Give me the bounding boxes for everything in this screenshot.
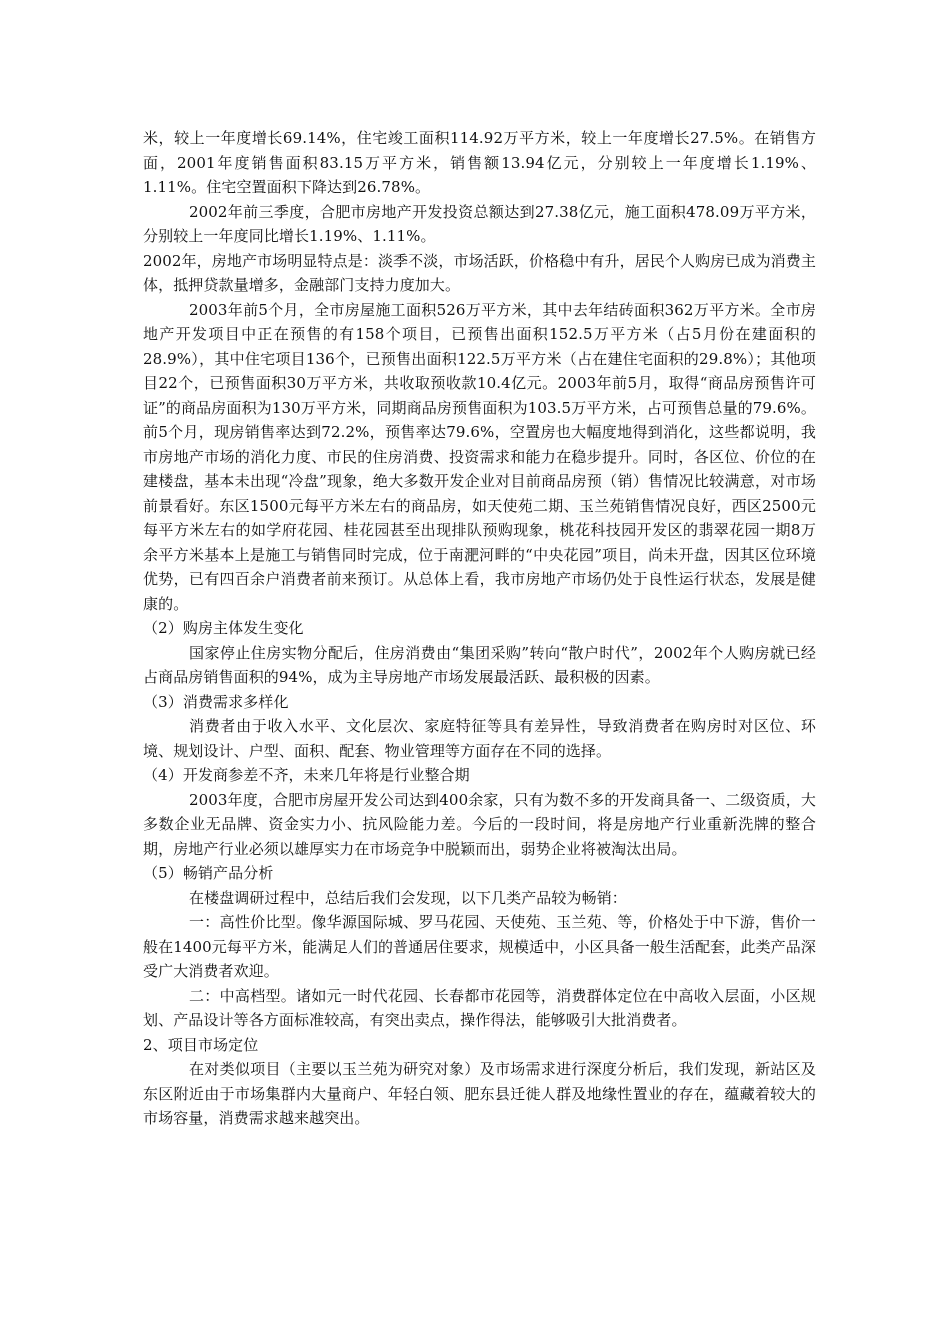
paragraph-diverse-demand: 消费者由于收入水平、文化层次、家庭特征等具有差异性，导致消费者在购房时对区位、环境、规划设计、户型、面积、配套、物业管理等方面存在不同的选择。 <box>143 717 816 760</box>
paragraph-bestselling-intro: 在楼盘调研过程中，总结后我们会发现，以下几类产品较为畅销： <box>189 888 627 907</box>
document-body <box>143 126 816 1131</box>
paragraph-market-stats-2001: 米，较上一年度增长69.14%，住宅竣工面积114.92万平方米，较上一年度增长27.5%。在销售方面，2001年度销售面积83.15万平方米，销售额13.94亿元，分别较上一年度增长1.19%、1.11%。住宅空置面积下降达到26.78%。 <box>143 129 816 196</box>
heading-bestselling-products: （5）畅销产品分析 <box>143 864 274 882</box>
paragraph-2002-market-features: 2002年，房地产市场明显特点是：淡季不淡，市场活跃，价格稳中有升，居民个人购房已成为消费主体，抵押贷款量增多，金融部门支持力度加大。 <box>143 251 816 294</box>
heading-diverse-demand: （3）消费需求多样化 <box>143 692 289 711</box>
paragraph-buyer-shift: 国家停止住房实物分配后，住房消费由“集团采购”转向“散户时代”，2002年个人购房就已经占商品房销售面积的94%，成为主导房地产市场发展最活跃、最积极的因素。 <box>143 643 816 686</box>
paragraph-high-value-type: 一：高性价比型。像华源国际城、罗马花园、天使苑、玉兰苑、等，价格处于中下游，售价一般在1400元每平方米，能满足人们的普通居住要求，规模适中，小区具备一般生活配套，此类产品深受广大消费者欢迎。 <box>143 913 816 980</box>
heading-buyer-shift: （2）购房主体发生变化 <box>143 619 304 637</box>
heading-developer-consolidation: （4）开发商参差不齐，未来几年将是行业整合期 <box>143 766 470 784</box>
paragraph-2003-first-five-months: 2003年前5个月，全市房屋施工面积526万平方米，其中去年结砖面积362万平方米。全市房地产开发项目中正在预售的有158个项目，已预售出面积152.5万平方米（占5月份在建面积的28.9%），其中住宅项目136个，已预售出面积122.5万平方米（占在建住宅面积的29.8%）；其他项目22个，已预售面积30万平方米，共收取预收款10.4亿元。2003年前5月，取得“商品房预售许可证”的商品房面积为130万平方米，同期商品房预售面积为103.5万平方米，占可预售总量的79.6%。前5个月，现房销售率达到72.2%，预售率达79.6%，空置房也大幅度地得到消化，这些都说明，我市房地产市场的消化力度、市民的住房消费、投资需求和能力在稳步提升。同时，各区位、价位的在建楼盘，基本未出现“冷盘”现象，绝大多数开发企业对目前商品房预（销）售情况比较满意，对市场前景看好。东区1500元每平方米左右的商品房，如天使苑二期、玉兰苑销售情况良好，西区2500元每平方米左右的如学府花园、桂花园甚至出现排队预购现象，桃花科技园开发区的翡翠花园一期8万余平方米基本上是施工与销售同时完成，位于南淝河畔的“中央花园”项目，尚未开盘，因其区位环境优势，已有四百余户消费者前来预订。从总体上看，我市房地产市场仍处于良性运行状态，发展是健康的。 <box>143 300 817 613</box>
paragraph-market-positioning: 在对类似项目（主要以玉兰苑为研究对象）及市场需求进行深度分析后，我们发现，新站区及东区附近由于市场集群内大量商户、年轻白领、肥东县迁徙人群及地缘性置业的存在，蕴藏着较大的市场容量，消费需求越来越突出。 <box>143 1060 816 1127</box>
heading-market-positioning: 2、项目市场定位 <box>143 1035 259 1054</box>
paragraph-developer-consolidation: 2003年度，合肥市房屋开发公司达到400余家，只有为数不多的开发商具备一、二级资质，大多数企业无品牌、资金实力小、抗风险能力差。今后的一段时间，将是房地产行业重新洗牌的整合期，房地产行业必须以雄厚实力在市场竞争中脱颖而出，弱势企业将被淘汰出局。 <box>143 790 816 858</box>
paragraph-2002-q3-investment: 2002年前三季度，合肥市房地产开发投资总额达到27.38亿元，施工面积478.09万平方米，分别较上一年度同比增长1.19%、1.11%。 <box>143 202 816 245</box>
paragraph-mid-high-type: 二：中高档型。诸如元一时代花园、长春都市花园等，消费群体定位在中高收入层面，小区规划、产品设计等各方面标准较高，有突出卖点，操作得法，能够吸引大批消费者。 <box>143 986 816 1029</box>
